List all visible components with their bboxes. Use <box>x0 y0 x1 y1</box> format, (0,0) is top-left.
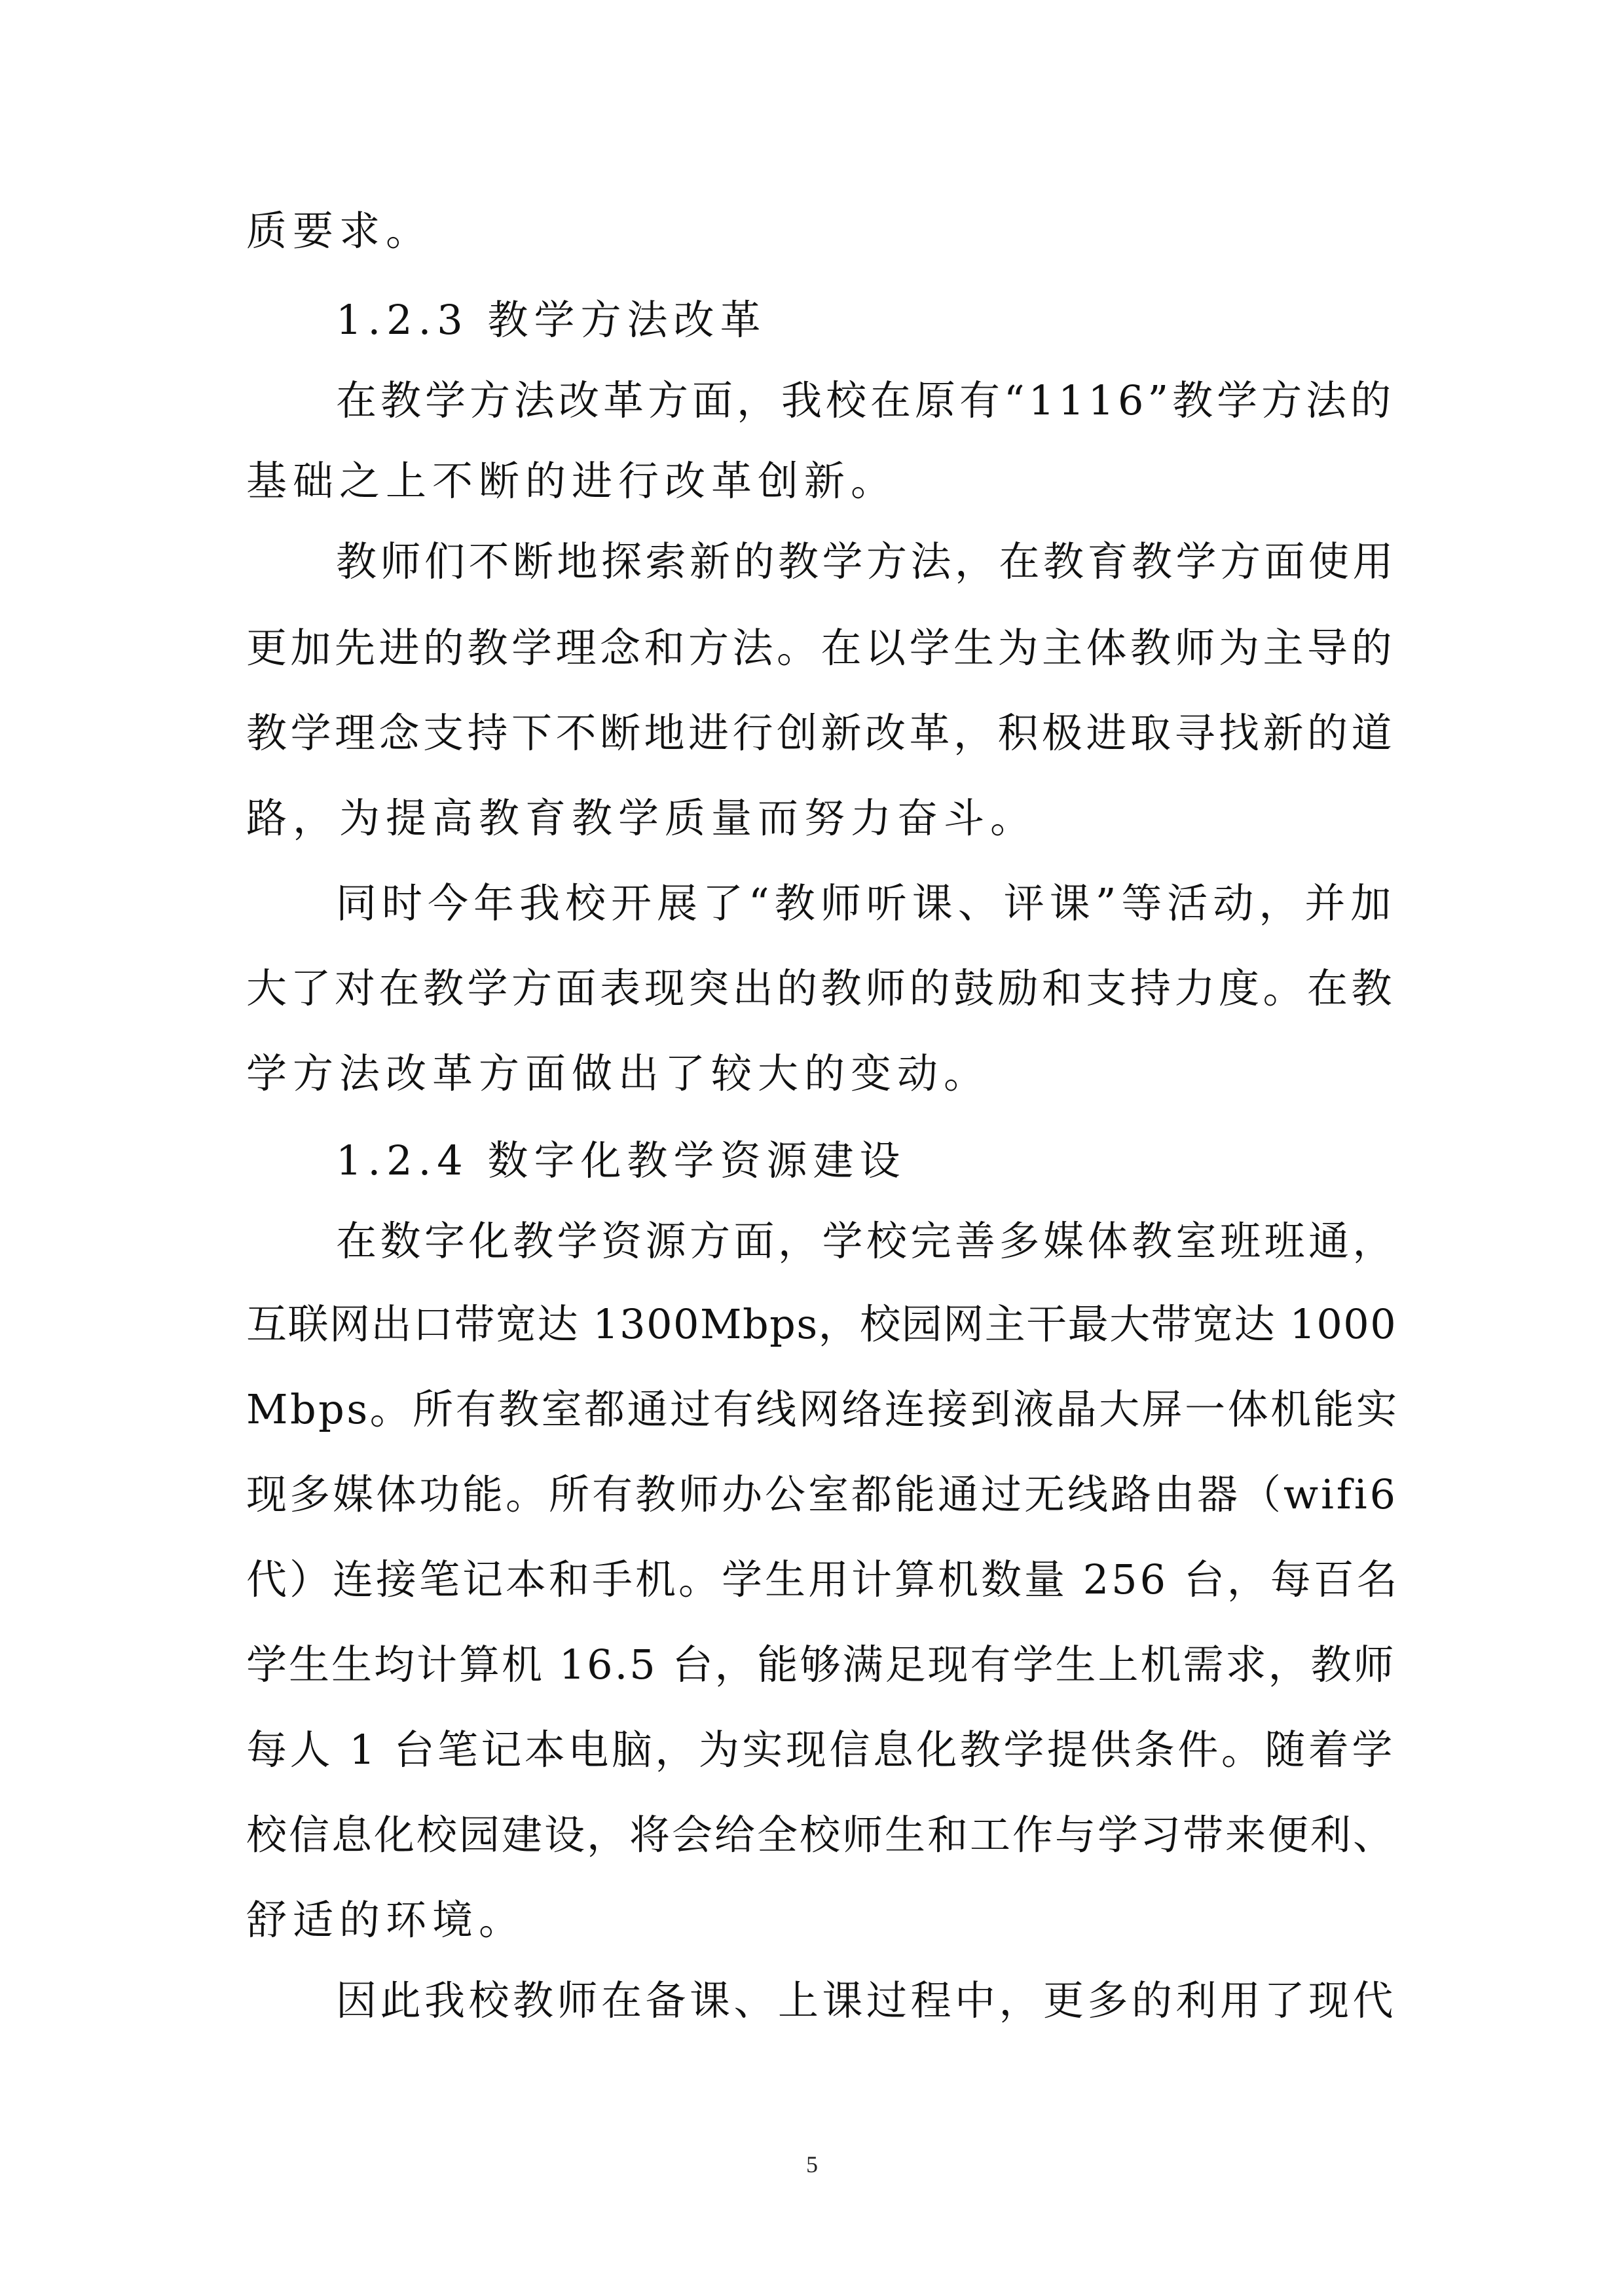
text-line: 舒适的环境。 <box>246 1896 526 1944</box>
text-line: 学方法改革方面做出了较大的变动。 <box>246 1049 991 1097</box>
text-line: 教学理念支持下不断地进行创新改革，积极进取寻找新的道 <box>246 709 1396 757</box>
text-line: 更加先进的教学理念和方法。在以学生为主体教师为主导的 <box>246 624 1396 672</box>
text-line: 校信息化校园建设，将会给全校师生和工作与学习带来便利、 <box>246 1811 1396 1859</box>
section-heading-1-2-4: 1.2.4 数字化教学资源建设 <box>336 1137 906 1184</box>
text-line: 基础之上不断的进行改革创新。 <box>246 457 898 505</box>
text-line: Mbps。所有教室都通过有线网络连接到液晶大屏一体机能实 <box>246 1385 1399 1433</box>
text-line: 每人 1 台笔记本电脑，为实现信息化教学提供条件。随着学 <box>246 1726 1395 1774</box>
text-line: 大了对在教学方面表现突出的教师的鼓励和支持力度。在教 <box>246 964 1396 1012</box>
text-line: 在教学方法改革方面，我校在原有“1116”教学方法的 <box>336 376 1395 424</box>
text-line: 因此我校教师在备课、上课过程中，更多的利用了现代 <box>336 1977 1397 2024</box>
text-line: 学生生均计算机 16.5 台，能够满足现有学生上机需求，教师 <box>246 1641 1396 1688</box>
text-line: 代）连接笔记本和手机。学生用计算机数量 256 台，每百名 <box>246 1556 1400 1603</box>
text-line: 同时今年我校开展了“教师听课、评课”等活动，并加 <box>336 879 1397 927</box>
text-line: 路，为提高教育教学质量而努力奋斗。 <box>246 794 1037 842</box>
text-line: 在数字化教学资源方面，学校完善多媒体教室班班通， <box>336 1217 1397 1265</box>
section-heading-1-2-3: 1.2.3 教学方法改革 <box>336 296 767 344</box>
text-line: 质要求。 <box>246 207 433 255</box>
text-line: 互联网出口带宽达 1300Mbps，校园网主干最大带宽达 1000 <box>246 1300 1397 1348</box>
text-line: 现多媒体功能。所有教师办公室都能通过无线路由器（wifi6 <box>246 1470 1399 1518</box>
text-line: 教师们不断地探索新的教学方法，在教育教学方面使用 <box>336 538 1397 585</box>
page-number: 5 <box>806 2151 818 2178</box>
